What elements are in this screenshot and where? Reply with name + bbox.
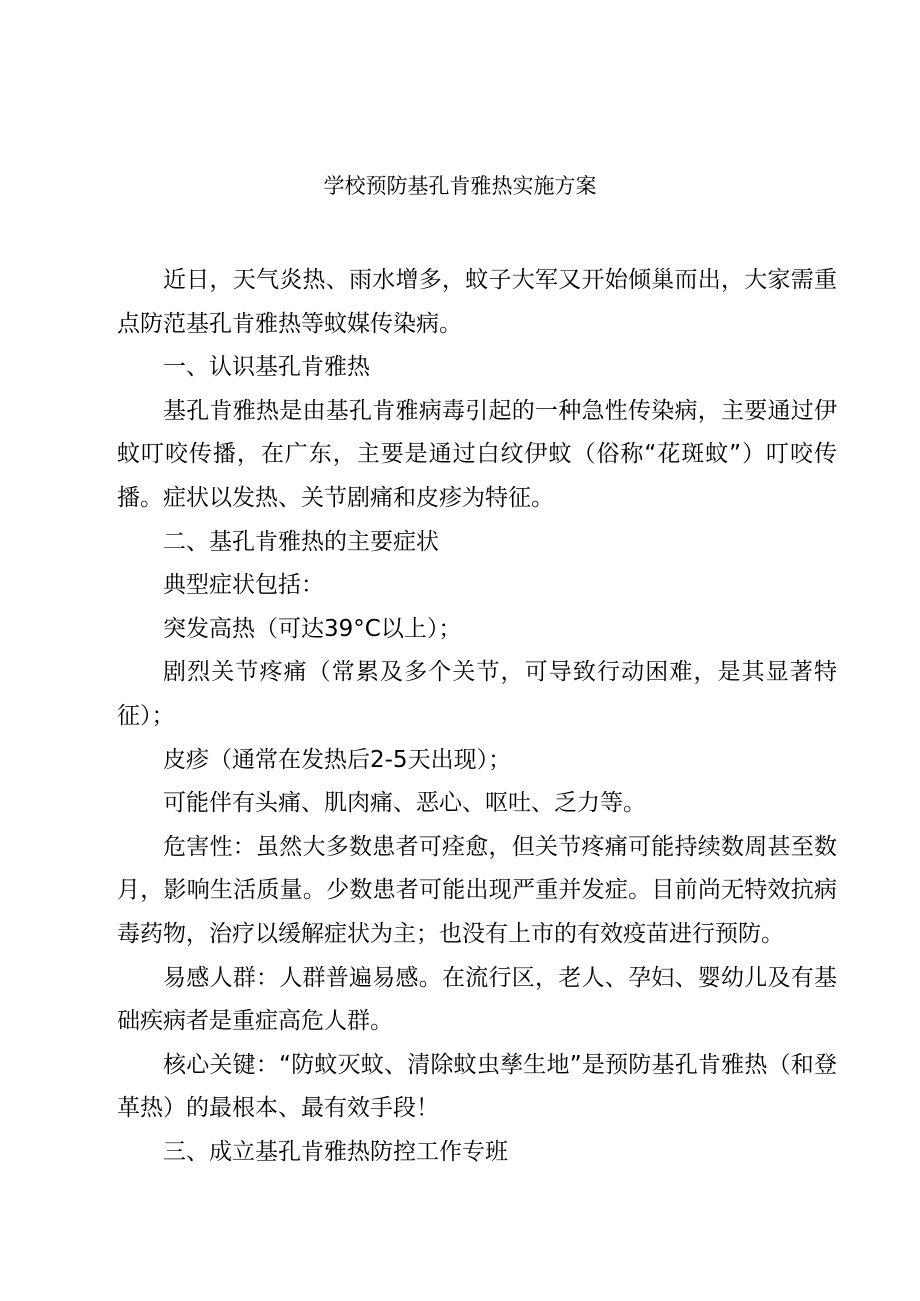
harm-paragraph: 危害性：虽然大多数患者可痊愈，但关节疼痛可能持续数周甚至数月，影响生活质量。少数患者可能出现严重并发症。目前尚无特效抗病毒药物，治疗以缓解症状为主；也没有上市的有效疫苗进行预防。: [117, 833, 837, 947]
symptom-fever: 突发高热（可达39°C以上）；: [163, 615, 462, 642]
symptom-other: 可能伴有头痛、肌肉痛、恶心、呕吐、乏力等。: [163, 790, 646, 817]
document-body: [117, 259, 837, 1174]
symptoms-intro: 典型症状包括：: [163, 572, 324, 599]
intro-paragraph: 近日，天气炎热、雨水增多，蚊子大军又开始倾巢而出，大家需重点防范基孔肯雅热等蚊媒传染病。: [117, 267, 837, 337]
symptom-rash: 皮疹（通常在发热后2-5天出现）；: [163, 746, 512, 773]
document-title: 学校预防基孔肯雅热实施方案: [323, 174, 597, 198]
section-heading-3: 三、成立基孔肯雅热防控工作专班: [163, 1138, 508, 1165]
definition-paragraph: 基孔肯雅热是由基孔肯雅病毒引起的一种急性传染病，主要通过伊蚊叮咬传播，在广东，主要是通过白纹伊蚊（俗称“花斑蚊”）叮咬传播。症状以发热、关节剧痛和皮疹为特征。: [117, 397, 837, 511]
susceptible-paragraph: 易感人群：人群普遍易感。在流行区，老人、孕妇、婴幼儿及有基础疾病者是重症高危人群。: [117, 964, 837, 1035]
section-heading-1: 一、认识基孔肯雅热: [163, 354, 370, 381]
section-heading-2: 二、基孔肯雅热的主要症状: [163, 528, 439, 555]
symptom-joint-pain: 剧烈关节疼痛（常累及多个关节，可导致行动困难，是其显著特征）；: [117, 659, 837, 729]
core-key-paragraph: 核心关键：“防蚊灭蚊、清除蚊虫孳生地”是预防基孔肯雅热（和登革热）的最根本、最有效手段！: [117, 1051, 837, 1122]
